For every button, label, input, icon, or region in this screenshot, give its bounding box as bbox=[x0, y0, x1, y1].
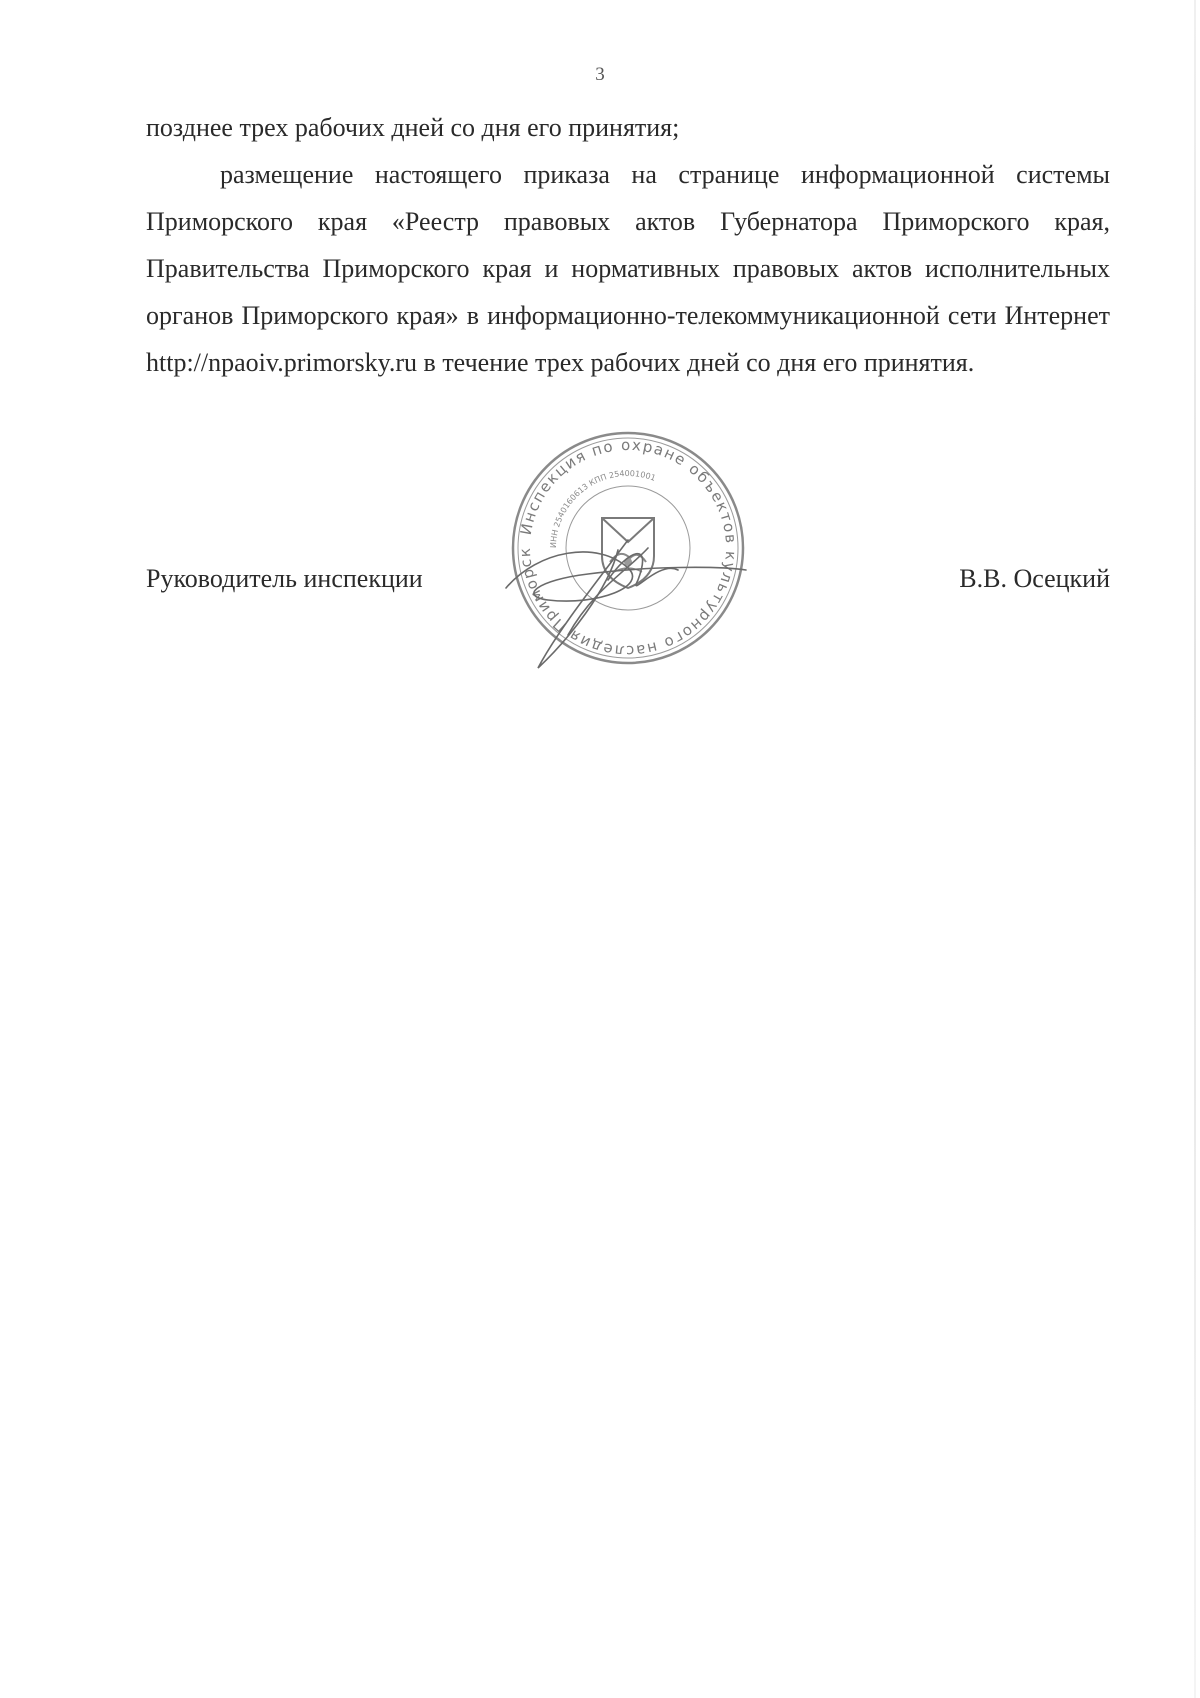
signer-name: В.В. Осецкий bbox=[959, 564, 1110, 593]
page-number: 3 bbox=[595, 64, 605, 85]
paragraph-1: позднее трех рабочих дней со дня его принятия; bbox=[146, 113, 680, 142]
seal-outer-text: Инспекция по охране объектов культурного наследия Приморск bbox=[515, 435, 741, 661]
signer-title: Руководитель инспекции bbox=[146, 564, 423, 593]
paragraph-2: размещение настоящего приказа на странице информационной системы Приморского края «Реестр правовых актов Губернатора Приморского края, Правительства Приморского края и нормативных правовых актов исполнительных органов Приморского края» в информационно-телекоммуникационной сети Интернет http://npaoiv.primorsky.ru в течение трех рабочих дней со дня его принятия. bbox=[146, 160, 1110, 377]
seal-inner-text: ИНН 2540160613 КПП 254001001 bbox=[548, 468, 657, 549]
seal-icon bbox=[478, 430, 778, 730]
document-body bbox=[146, 104, 1110, 386]
scan-edge-artifact bbox=[1194, 0, 1196, 1698]
official-seal-stamp bbox=[478, 430, 778, 730]
svg-text:Инспекция по охране объектов к bbox=[478, 430, 740, 660]
